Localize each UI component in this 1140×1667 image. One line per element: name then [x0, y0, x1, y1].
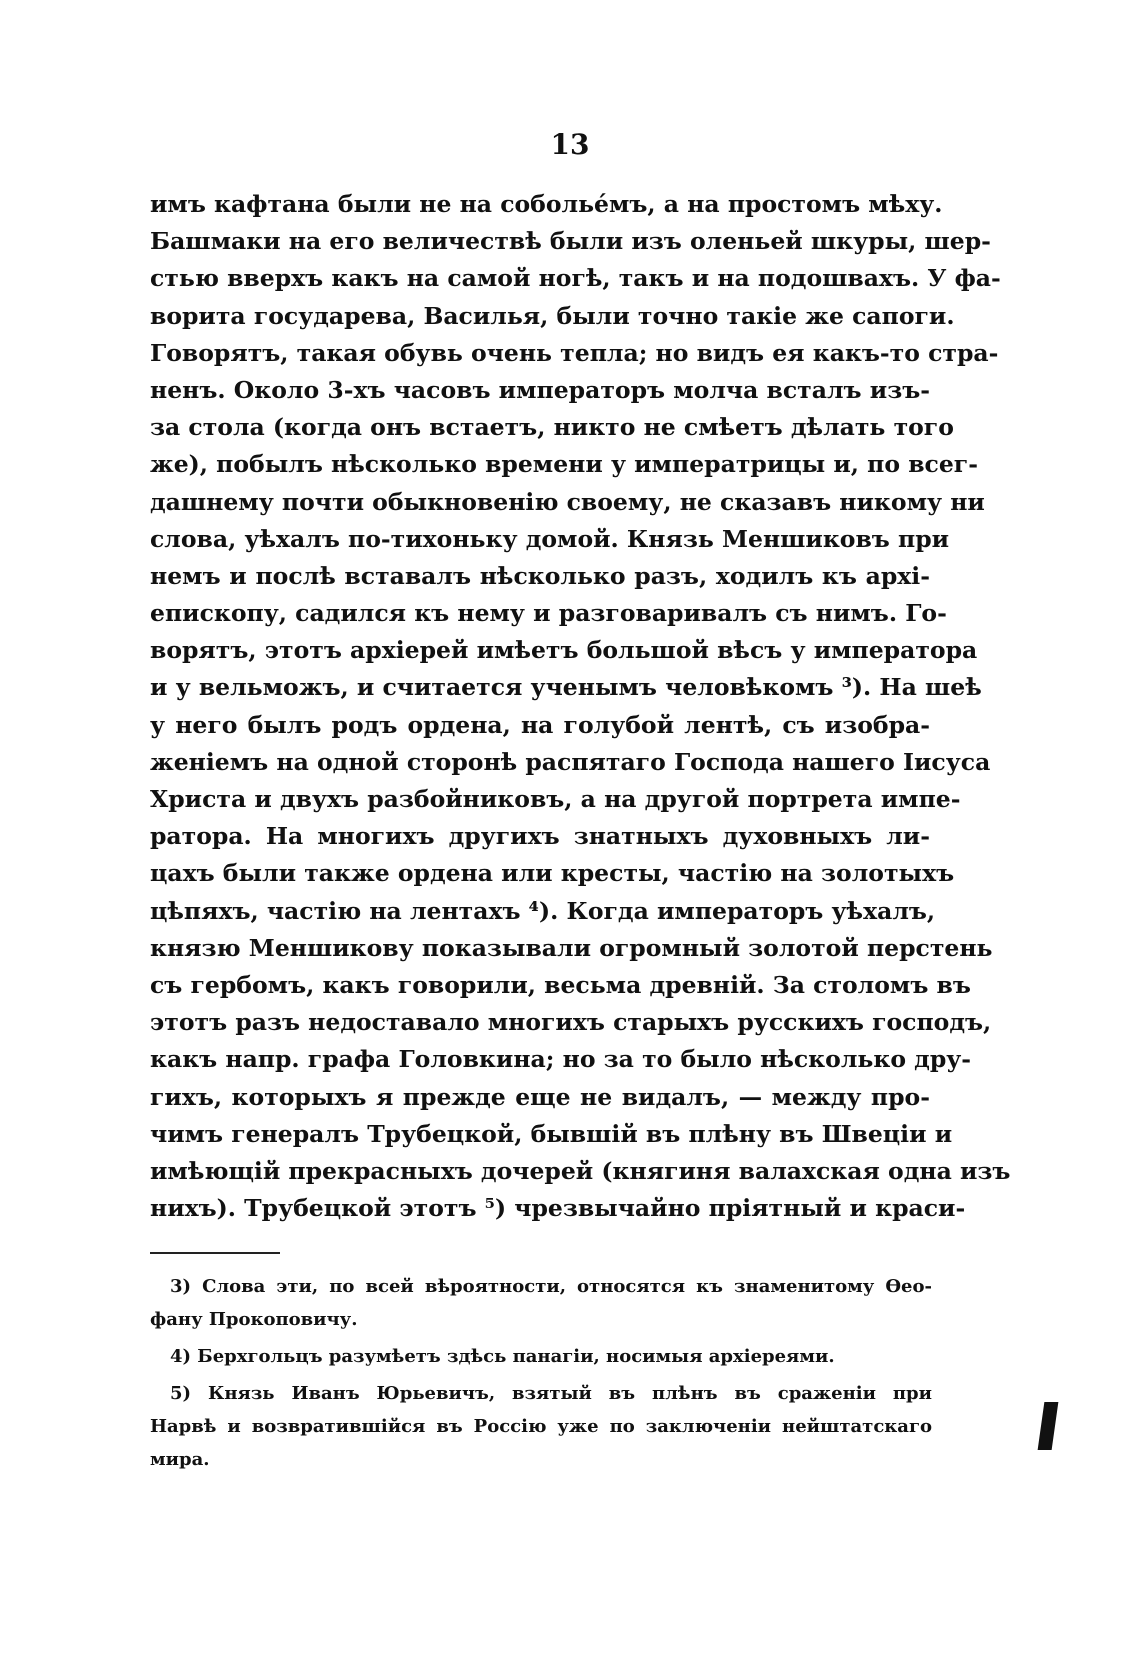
- text-line: ратора. На многихъ другихъ знатныхъ духовныхъ ли-: [150, 822, 930, 851]
- footnote-separator: [150, 1252, 280, 1254]
- text-line: стью вверхъ какъ на самой ногѣ, такъ и на подошвахъ. У фа-: [150, 264, 1001, 293]
- footnote-3-line: фану Прокоповичу.: [150, 1309, 358, 1330]
- page-number: 13: [550, 128, 590, 161]
- text-line: князю Меншикову показывали огромный золотой перстень: [150, 933, 993, 962]
- text-line: ворятъ, этотъ архіерей имѣетъ большой вѣсъ у императора: [150, 636, 978, 665]
- footnote-5-line: 5) Князь Иванъ Юрьевичъ, взятый въ плѣнъ въ сраженіи при: [170, 1383, 932, 1404]
- text-line: ворита государева, Василья, были точно такіе же сапоги.: [150, 301, 955, 330]
- text-line: какъ напр. графа Головкина; но за то было нѣсколько дру-: [150, 1045, 972, 1074]
- text-line: этотъ разъ недоставало многихъ старыхъ русскихъ господъ,: [150, 1008, 992, 1037]
- text-line: Христа и двухъ разбойниковъ, а на другой портрета импе-: [150, 785, 961, 813]
- text-line: цахъ были также ордена или кресты, частію на золотыхъ: [150, 859, 955, 888]
- text-line: за стола (когда онъ встаетъ, никто не смѣетъ дѣлать того: [150, 413, 954, 442]
- text-line: съ гербомъ, какъ говорили, весьма древній. За столомъ въ: [150, 970, 971, 999]
- text-line: Башмаки на его величествѣ были изъ оленьей шкуры, шер-: [150, 227, 991, 256]
- text-line: нихъ). Трубецкой этотъ ⁵) чрезвычайно пріятный и краси-: [150, 1194, 966, 1223]
- footnote-5-line: Нарвѣ и возвратившійся въ Россію уже по заключеніи нейштатскаго: [150, 1416, 932, 1437]
- text-line: имѣющій прекрасныхъ дочерей (княгиня валахская одна изъ: [150, 1156, 1011, 1185]
- text-line: и у вельможъ, и считается ученымъ человѣкомъ ³). На шеѣ: [150, 673, 982, 702]
- text-line: немъ и послѣ вставалъ нѣсколько разъ, ходилъ къ архі-: [150, 561, 930, 590]
- text-line: слова, уѣхалъ по-тихоньку домой. Князь Меншиковъ при: [150, 524, 950, 553]
- footnotes-block: [150, 1270, 932, 1476]
- text-line: женіемъ на одной сторонѣ распятаго Господа нашего Іисуса: [150, 747, 991, 776]
- footnote-4-line: 4) Берхгольцъ разумѣетъ здѣсь панагіи, носимыя архіереями.: [170, 1346, 835, 1367]
- text-line: епископу, садился къ нему и разговаривалъ съ нимъ. Го-: [150, 599, 947, 628]
- text-line: ненъ. Около 3-хъ часовъ императоръ молча всталъ изъ-: [150, 375, 930, 404]
- text-line: дашнему почти обыкновенію своему, не сказавъ никому ни: [150, 487, 985, 516]
- text-line: чимъ генералъ Трубецкой, бывшій въ плѣну въ Швеціи и: [150, 1119, 953, 1148]
- text-line: гихъ, которыхъ я прежде еще не видалъ, — между про-: [150, 1082, 930, 1111]
- margin-ink-mark: [1038, 1402, 1059, 1450]
- main-text-block: [150, 186, 1011, 1227]
- text-line: у него былъ родъ ордена, на голубой лентѣ, съ изобра-: [150, 710, 930, 739]
- text-line: же), побылъ нѣсколько времени у императрицы и, по всег-: [150, 450, 978, 479]
- footnote-3-line: 3) Слова эти, по всей вѣроятности, относятся къ знаменитому Ѳео-: [170, 1276, 932, 1297]
- text-line: имъ кафтана были не на соболье́мъ, а на простомъ мѣху.: [150, 190, 943, 218]
- text-line: Говорятъ, такая обувь очень тепла; но видъ ея какъ-то стра-: [150, 338, 999, 367]
- footnote-5-line: мира.: [150, 1449, 210, 1470]
- text-line: цѣпяхъ, частію на лентахъ ⁴). Когда императоръ уѣхалъ,: [150, 896, 936, 925]
